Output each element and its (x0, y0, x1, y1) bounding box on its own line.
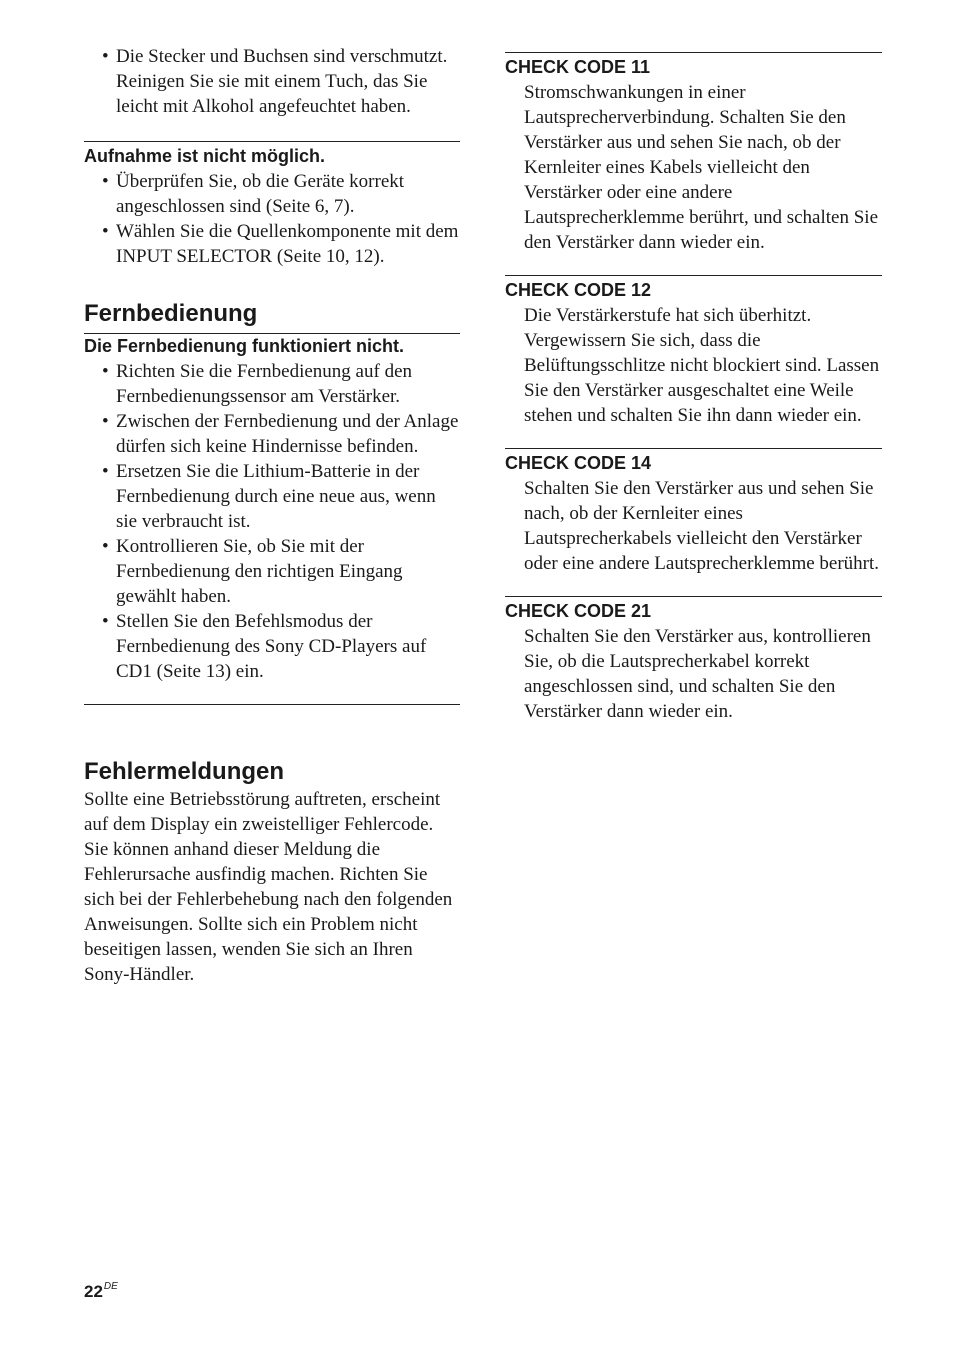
errors-paragraph: Sollte eine Betriebsstörung auftreten, erscheint auf dem Display ein zweistelliger Fehlercode. Sie können anhand dieser Meldung die Fehlerursache ausfindig machen. Richten Sie sich bei der Fehlerbehebung nach den folgenden Anweisungen. Sollte sich ein Problem nicht beseitigen lassen, wenden Sie sich an Ihren Sony-Händler. (84, 789, 453, 985)
check-code-title: CHECK CODE 12 (505, 280, 652, 300)
check-code-text: Schalten Sie den Verstärker aus, kontrollieren Sie, ob die Lautsprecherkabel korrekt angeschlossen sind, und schalten Sie den Verstärker dann wieder ein. (524, 626, 871, 722)
intro-list (84, 44, 460, 119)
list-item: • Zwischen der Fernbedienung und der Anlage dürfen sich keine Hindernisse befinden. (102, 411, 459, 457)
list-item: • Die Stecker und Buchsen sind verschmutzt. Reinigen Sie sie mit einem Tuch, das Sie leicht mit Alkohol angefeuchtet haben. (102, 46, 448, 117)
left-column (84, 44, 460, 987)
list-item: • Stellen Sie den Befehlsmodus der Fernbedienung des Sony CD-Players auf CD1 (Seite 13) ein. (102, 611, 427, 682)
divider (505, 596, 882, 597)
check-code-title: CHECK CODE 11 (505, 57, 651, 77)
list-item: • Kontrollieren Sie, ob Sie mit der Fernbedienung den richtigen Eingang gewählt haben. (102, 536, 403, 607)
divider (505, 448, 882, 449)
list-item: • Wählen Sie die Quellenkomponente mit dem INPUT SELECTOR (Seite 10, 12). (102, 221, 459, 267)
list-item: • Ersetzen Sie die Lithium-Batterie in der Fernbedienung durch eine neue aus, wenn sie verbraucht ist. (102, 461, 436, 532)
list-item: • Richten Sie die Fernbedienung auf den Fernbedienungssensor am Verstärker. (102, 361, 413, 407)
check-code-title: CHECK CODE 21 (505, 601, 652, 621)
right-column (505, 52, 882, 724)
divider (84, 141, 460, 142)
section-title-remote: Fernbedienung (84, 300, 258, 327)
recording-list (84, 169, 460, 269)
divider (505, 52, 882, 53)
page-number: 22DE (84, 1281, 118, 1301)
check-code-title: CHECK CODE 14 (505, 453, 652, 473)
check-code-text: Die Verstärkerstufe hat sich überhitzt. Vergewissern Sie sich, dass die Belüftungsschlitze nicht blockiert sind. Lassen Sie den Verstärker ausgeschaltet eine Weile stehen und schalten Sie ihn dann wieder ein. (524, 305, 880, 426)
divider (505, 275, 882, 276)
remote-list (84, 359, 460, 684)
check-code-text: Schalten Sie den Verstärker aus und sehen Sie nach, ob der Kernleiter eines Lautsprecherkabels vielleicht den Verstärker oder eine andere Lautsprecherklemme berührt. (524, 478, 880, 574)
section-heading-remote: Die Fernbedienung funktioniert nicht. (84, 336, 405, 356)
divider (84, 704, 460, 705)
list-item: • Überprüfen Sie, ob die Geräte korrekt angeschlossen sind (Seite 6, 7). (102, 171, 405, 217)
section-title-errors: Fehlermeldungen (84, 758, 285, 785)
check-code-text: Stromschwankungen in einer Lautsprecherverbindung. Schalten Sie den Verstärker aus und sehen Sie nach, ob der Kernleiter eines Kabels vielleicht den Verstärker oder eine andere Lautsprecherklemme berührt, und schalten Sie den Verstärker dann wieder ein. (524, 82, 879, 253)
section-heading-recording: Aufnahme ist nicht möglich. (84, 146, 326, 166)
page-lang: DE (103, 1281, 118, 1292)
